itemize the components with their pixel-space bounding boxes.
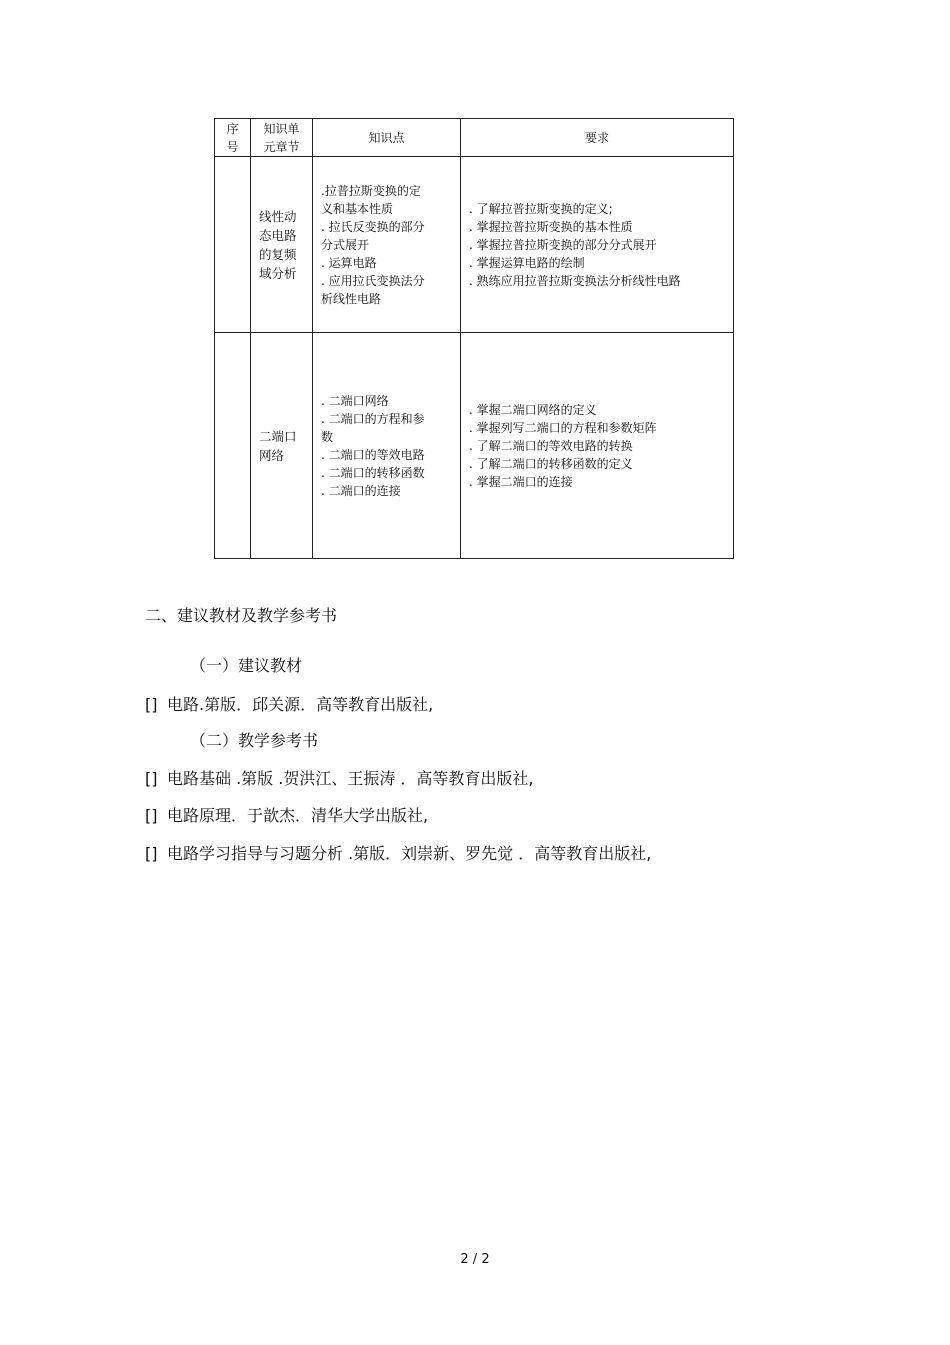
point-line: . 二端口的等效电路 xyxy=(321,447,425,462)
unit-line: 的复频 xyxy=(259,246,297,262)
point-line: 分式展开 xyxy=(321,237,370,252)
point-line: . 二端口的方程和参 xyxy=(321,411,425,426)
point-line: 数 xyxy=(321,429,334,444)
table-header-row xyxy=(215,119,734,157)
requirement-line: . 掌握拉普拉斯变换的部分分式展开 xyxy=(469,237,657,252)
point-line: 析线性电路 xyxy=(321,291,382,306)
page-number: 2 / 2 xyxy=(460,1252,490,1267)
unit-line: 线性动 xyxy=(259,208,297,224)
row-no xyxy=(215,157,251,333)
reference-entry xyxy=(145,841,651,864)
citation-text: 电路基础 .第版 .贺洪江、王振涛 ．高等教育出版社, xyxy=(167,769,534,788)
row-requirements xyxy=(461,333,734,559)
citation-text: 电路学习指导与习题分析 .第版．刘崇新、罗先觉 ．高等教育出版社, xyxy=(167,844,652,863)
point-line: . 运算电路 xyxy=(321,255,377,270)
requirement-line: . 掌握二端口网络的定义 xyxy=(469,402,597,417)
citation-text: 电路原理．于歆杰．清华大学出版社, xyxy=(167,806,429,825)
header-no-line2: 号 xyxy=(226,139,239,154)
syllabus-table xyxy=(214,118,734,559)
row-unit xyxy=(251,333,313,559)
section-title: 二、建议教材及教学参考书 xyxy=(145,606,338,625)
header-unit-line2: 元章节 xyxy=(263,139,300,154)
citation-bracket: [] xyxy=(145,806,158,825)
point-line: . 应用拉氏变换法分 xyxy=(321,273,425,288)
header-unit-line1: 知识单 xyxy=(263,121,300,136)
point-line: . 二端口的连接 xyxy=(321,483,401,498)
requirement-line: . 掌握运算电路的绘制 xyxy=(469,255,585,270)
row-points xyxy=(313,157,461,333)
citation-bracket: [] xyxy=(145,844,158,863)
textbook-entry xyxy=(145,692,433,715)
point-line: . 拉氏反变换的部分 xyxy=(321,219,425,234)
requirement-line: . 掌握拉普拉斯变换的基本性质 xyxy=(469,219,633,234)
table-row xyxy=(215,333,734,559)
point-line: .拉普拉斯变换的定 xyxy=(321,183,421,198)
unit-line: 态电路 xyxy=(259,227,297,243)
row-unit xyxy=(251,157,313,333)
header-point: 知识点 xyxy=(313,119,461,157)
requirement-line: . 了解拉普拉斯变换的定义; xyxy=(469,201,613,216)
requirement-line: . 了解二端口的转移函数的定义 xyxy=(469,456,633,471)
subsection-textbooks: （一）建议教材 xyxy=(190,656,303,675)
requirement-line: . 了解二端口的等效电路的转换 xyxy=(469,438,633,453)
requirement-line: . 掌握二端口的连接 xyxy=(469,474,573,489)
citation-bracket: [] xyxy=(145,769,158,788)
row-no xyxy=(215,333,251,559)
point-line: . 二端口的转移函数 xyxy=(321,465,425,480)
citation-bracket: [] xyxy=(145,695,158,714)
requirement-line: . 掌握列写二端口的方程和参数矩阵 xyxy=(469,420,657,435)
requirement-line: . 熟练应用拉普拉斯变换法分析线性电路 xyxy=(469,273,681,288)
header-unit xyxy=(251,119,313,157)
citation-text: 电路.第版．邱关源．高等教育出版社, xyxy=(167,695,434,714)
header-no-line1: 序 xyxy=(226,121,239,136)
subsection-references: （二）教学参考书 xyxy=(190,731,319,750)
reference-entry xyxy=(145,766,534,789)
header-requirement: 要求 xyxy=(461,119,734,157)
row-requirements xyxy=(461,157,734,333)
reference-entry xyxy=(145,803,428,826)
header-no xyxy=(215,119,251,157)
unit-line: 网络 xyxy=(259,447,285,463)
unit-line: 域分析 xyxy=(259,265,297,281)
unit-line: 二端口 xyxy=(259,428,297,444)
table-row xyxy=(215,157,734,333)
row-points xyxy=(313,333,461,559)
point-line: 义和基本性质 xyxy=(321,201,394,216)
point-line: . 二端口网络 xyxy=(321,393,389,408)
